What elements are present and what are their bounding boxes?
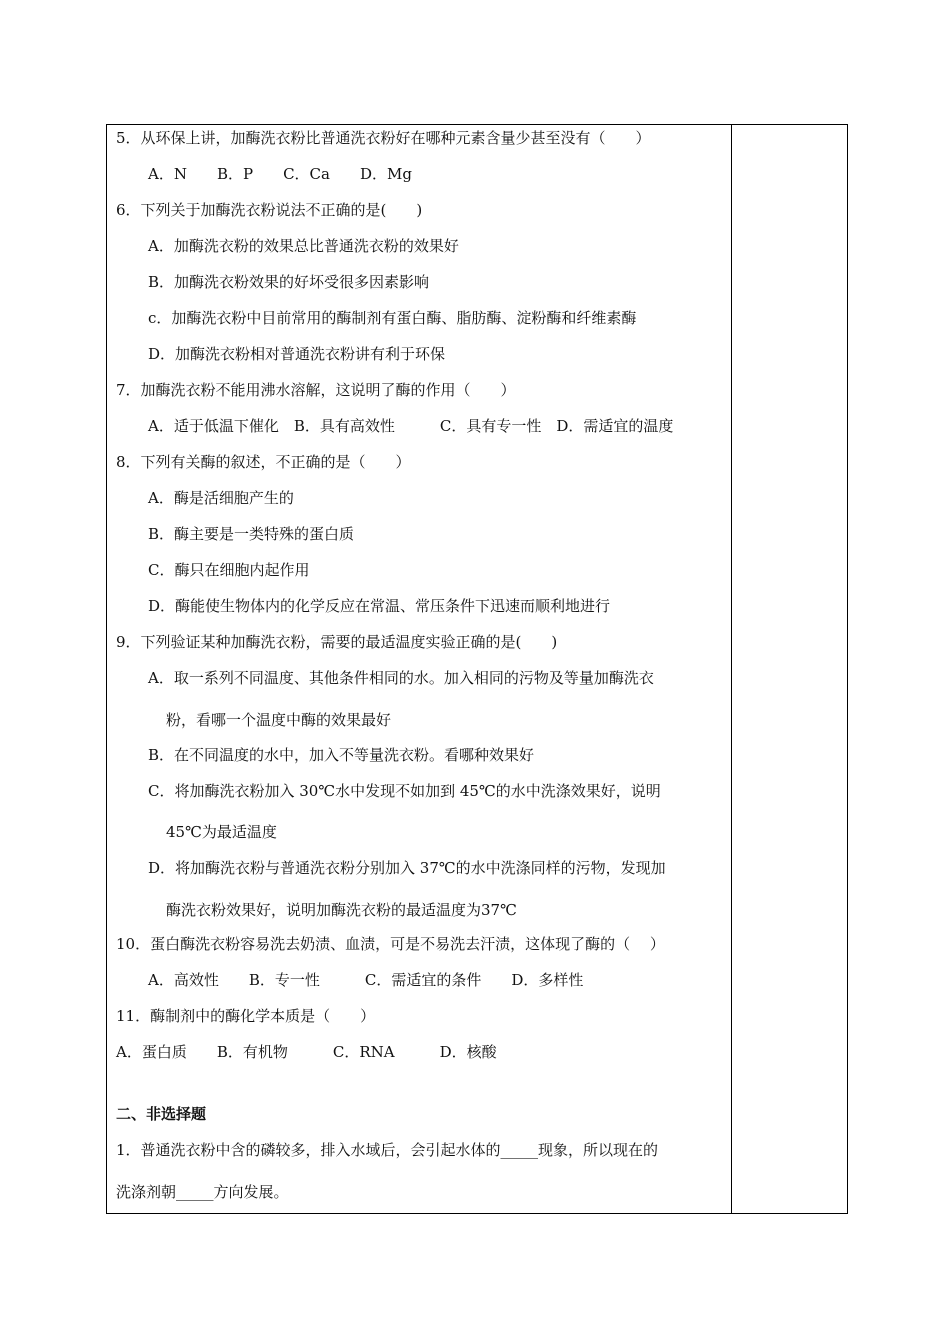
question-9-option-d-cont: 酶洗衣粉效果好，说明加酶洗衣粉的最适温度为37℃ [166,901,517,919]
question-9-option-c: C．将加酶洗衣粉加入 30℃水中发现不如加到 45℃的水中洗涤效果好，说明 [148,782,661,800]
question-9: 9．下列验证某种加酶洗衣粉，需要的最适温度实验正确的是( ) [116,633,558,651]
question-8-option-b: B．酶主要是一类特殊的蛋白质 [148,525,355,543]
question-6-option-a: A．加酶洗衣粉的效果总比普通洗衣粉的效果好 [148,237,459,255]
column-divider [731,124,732,1214]
question-7: 7．加酶洗衣粉不能用沸水溶解，这说明了酶的作用（ ） [116,381,516,399]
question-9-option-d: D．将加酶洗衣粉与普通洗衣粉分别加入 37℃的水中洗涤同样的污物，发现加 [148,859,666,877]
fill-question-1: 1．普通洗衣粉中含的磷较多，排入水域后，会引起水体的_____现象，所以现在的 [116,1141,659,1159]
question-5: 5．从环保上讲，加酶洗衣粉比普通洗衣粉好在哪种元素含量少甚至没有（ ） [116,129,651,147]
question-10-options: A．高效性 B．专一性 C．需适宜的条件 D．多样性 [148,971,584,989]
question-8-option-d: D．酶能使生物体内的化学反应在常温、常压条件下迅速而顺利地进行 [148,597,611,615]
question-6-option-d: D．加酶洗衣粉相对普通洗衣粉讲有利于环保 [148,345,446,363]
question-5-options: A．N B．P C．Ca D．Mg [148,165,412,183]
question-7-options: A．适于低温下催化 B．具有高效性 C．具有专一性 D．需适宜的温度 [148,417,674,435]
question-8: 8．下列有关酶的叙述，不正确的是（ ） [116,453,411,471]
fill-question-1-cont: 洗涤剂朝_____方向发展。 [116,1183,289,1201]
question-6-option-c: c．加酶洗衣粉中目前常用的酶制剂有蛋白酶、脂肪酶、淀粉酶和纤维素酶 [148,309,637,327]
question-8-option-c: C．酶只在细胞内起作用 [148,561,310,579]
question-10: 10．蛋白酶洗衣粉容易洗去奶渍、血渍，可是不易洗去汗渍，这体现了酶的（ ） [116,935,665,953]
question-9-option-a: A．取一系列不同温度、其他条件相同的水。加入相同的污物及等量加酶洗衣 [148,669,654,687]
section-heading: 二、非选择题 [116,1105,207,1123]
question-11: 11．酶制剂中的酶化学本质是（ ） [116,1007,376,1025]
question-9-option-b: B．在不同温度的水中，加入不等量洗衣粉。看哪种效果好 [148,746,535,764]
question-9-option-c-cont: 45℃为最适温度 [166,823,277,841]
question-6: 6．下列关于加酶洗衣粉说法不正确的是( ) [116,201,423,219]
question-11-options: A．蛋白质 B．有机物 C．RNA D．核酸 [116,1043,497,1061]
question-9-option-a-cont: 粉，看哪一个温度中酶的效果最好 [166,711,392,729]
question-8-option-a: A．酶是活细胞产生的 [148,489,294,507]
question-6-option-b: B．加酶洗衣粉效果的好坏受很多因素影响 [148,273,430,291]
